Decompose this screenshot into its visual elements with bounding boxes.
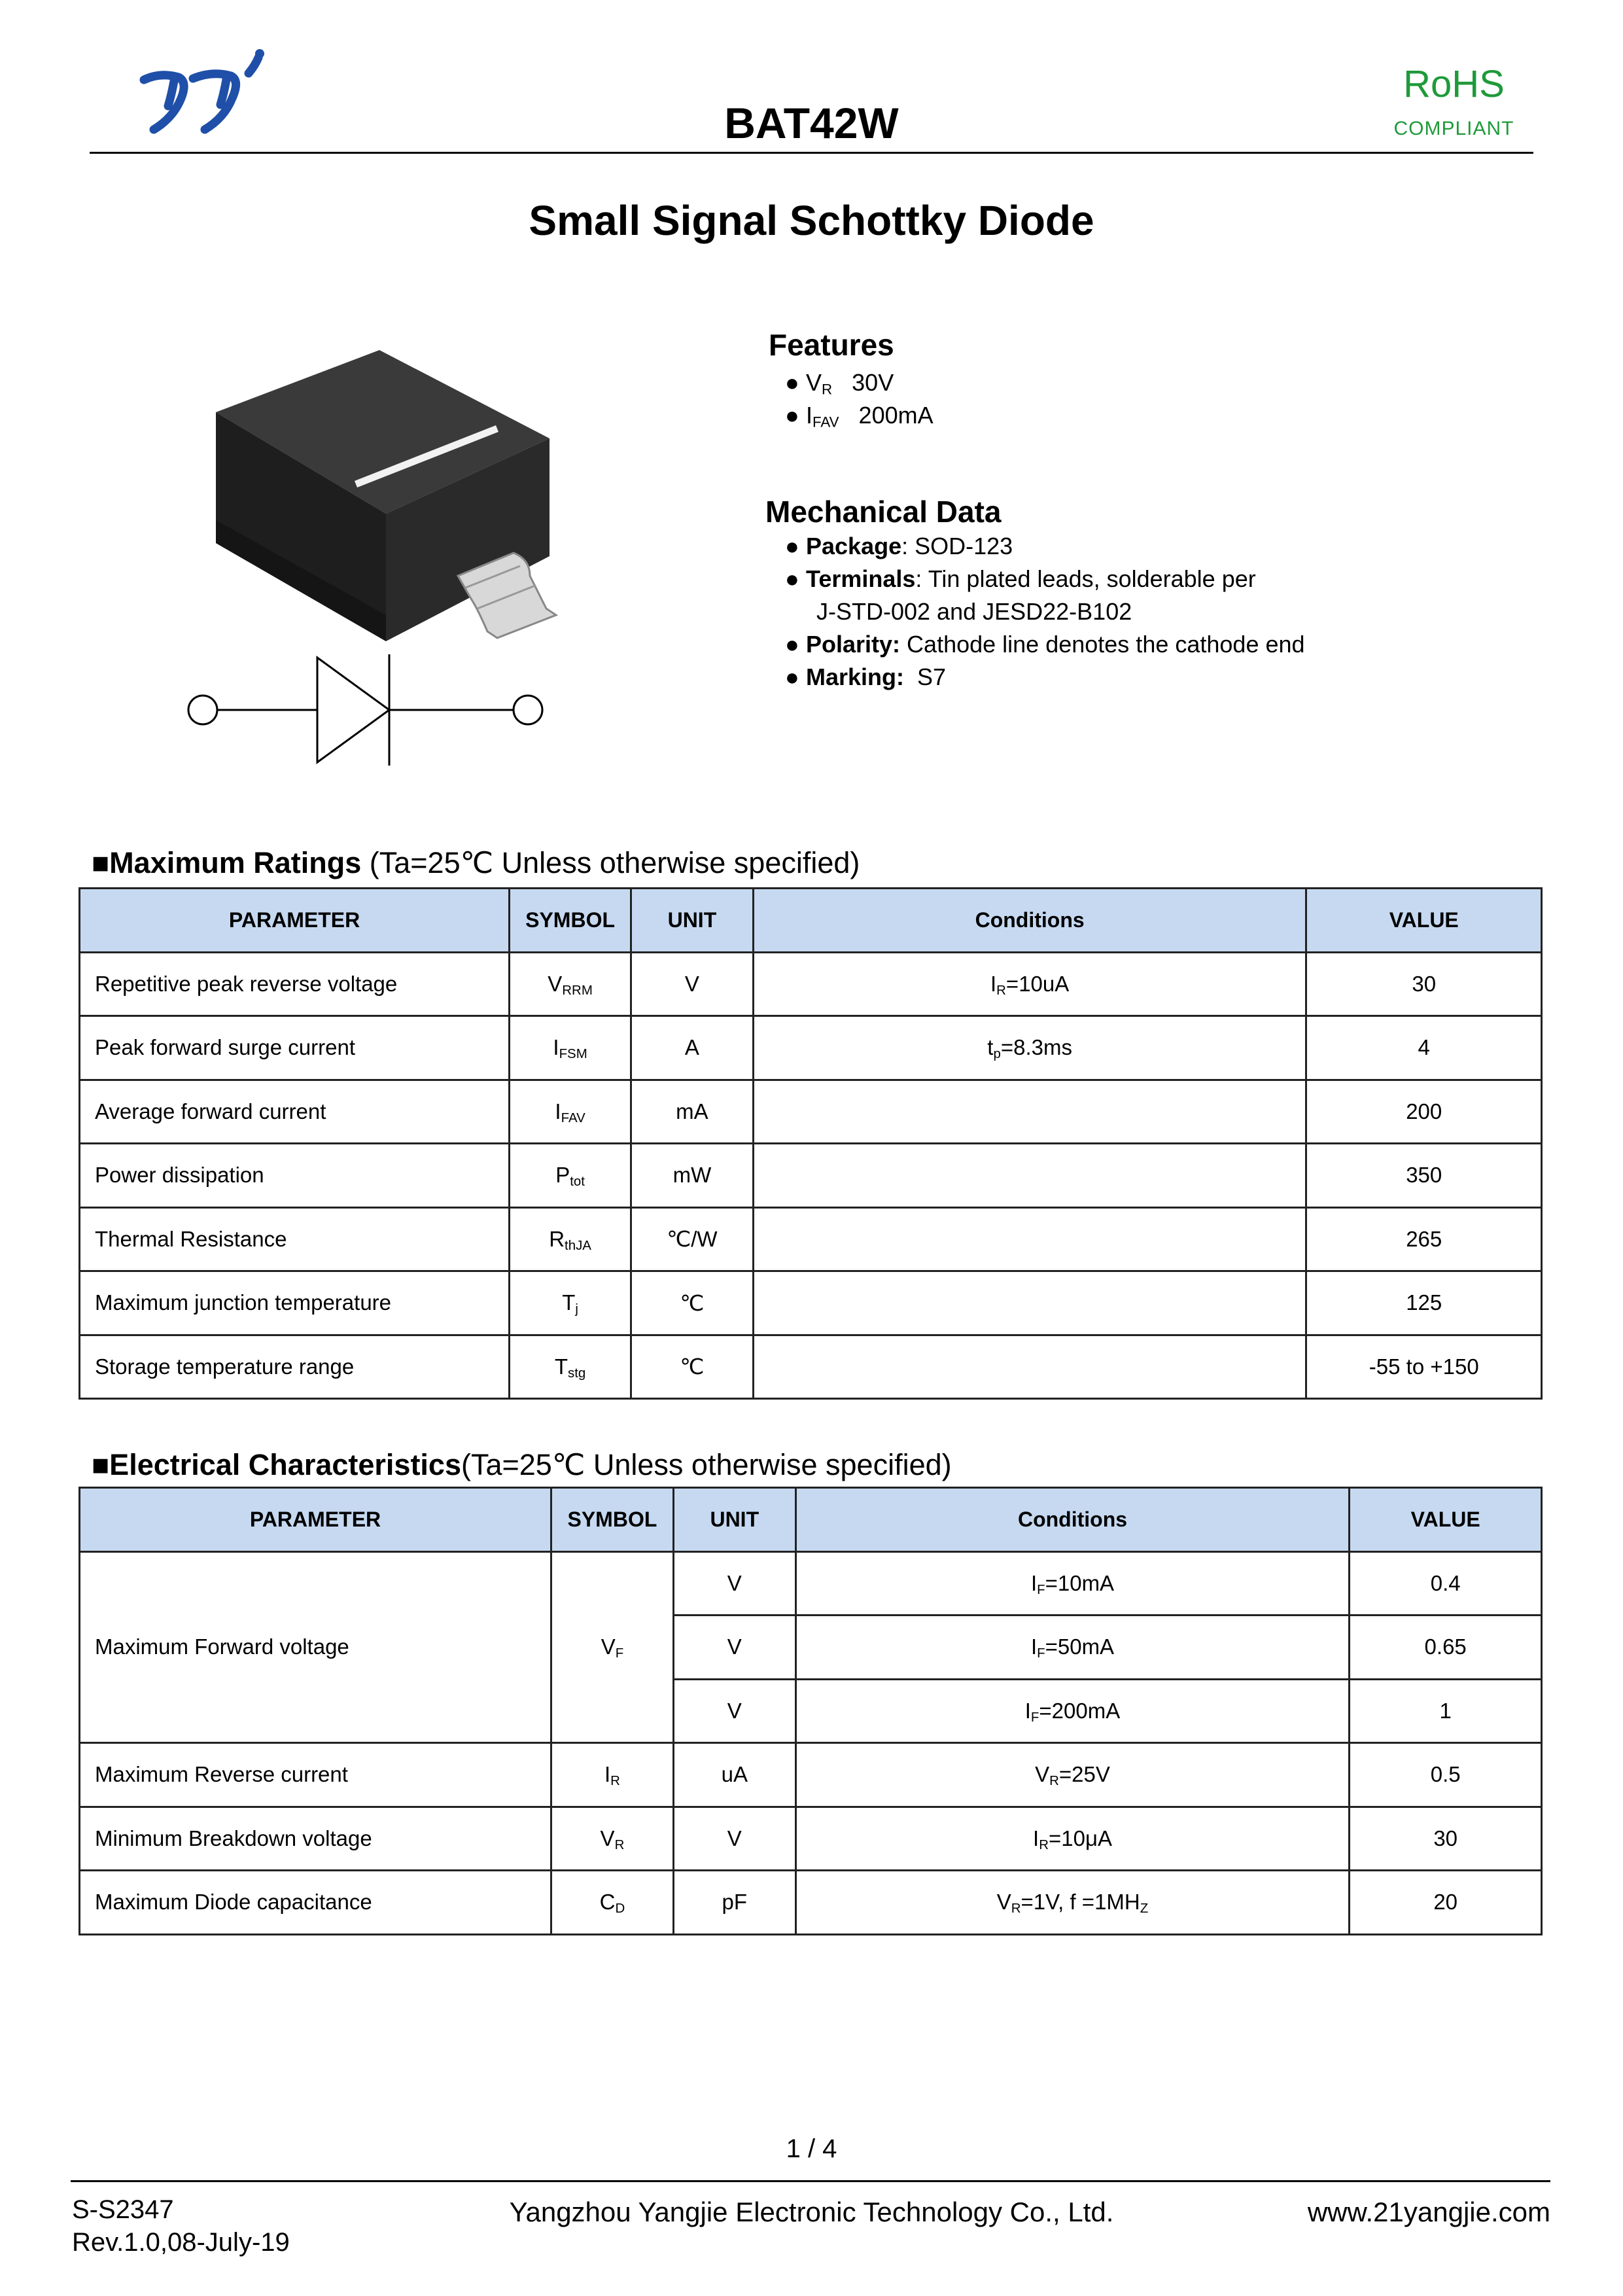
row-parameter: Minimum Breakdown voltage [80, 1807, 551, 1871]
table-row [80, 952, 1542, 1016]
row-unit: ℃ [631, 1271, 754, 1335]
row-value: 30 [1350, 1807, 1542, 1871]
rohs-label: RoHS [1403, 63, 1505, 105]
package-illustration [183, 340, 602, 680]
table-row [80, 1207, 1542, 1271]
row-parameter: Repetitive peak reverse voltage [80, 952, 510, 1016]
row-parameter: Peak forward surge current [80, 1016, 510, 1080]
row-unit: V [673, 1551, 795, 1616]
row-symbol: $I_{FSM}$ [510, 1016, 631, 1080]
row-symbol: $V_F$ [551, 1551, 673, 1743]
header-conditions: Conditions [753, 889, 1306, 953]
row-symbol: $T_{stg}$ [510, 1335, 631, 1399]
website-link[interactable]: www.21yangjie.com [1307, 2197, 1550, 2227]
mech-polarity: ● Polarity: Cathode line denotes the cathode end [785, 631, 1305, 658]
table-row [80, 1551, 1542, 1616]
row-conditions: $I_R=10uA$ [753, 952, 1306, 1016]
table-row [80, 1807, 1542, 1871]
row-value: 30 [1306, 952, 1542, 1016]
row-conditions: $I_F=50mA$ [795, 1616, 1350, 1680]
mechanical-data-list [785, 530, 1305, 694]
maximum-ratings-table [79, 887, 1543, 1400]
table-header-row [80, 1488, 1542, 1552]
header-symbol: SYMBOL [510, 889, 631, 953]
header-value: VALUE [1306, 889, 1542, 953]
table-row [80, 1016, 1542, 1080]
row-value: 350 [1306, 1144, 1542, 1208]
row-symbol: $R_{thJA}$ [510, 1207, 631, 1271]
row-value: 0.4 [1350, 1551, 1542, 1616]
row-unit: V [673, 1807, 795, 1871]
row-value: 0.65 [1350, 1616, 1542, 1680]
mech-marking: ● Marking: S7 [785, 663, 947, 690]
row-unit: A [631, 1016, 754, 1080]
row-value: 20 [1350, 1871, 1542, 1935]
row-value: 4 [1306, 1016, 1542, 1080]
table-row [80, 1271, 1542, 1335]
mech-terminals: ● Terminals: Tin plated leads, solderable per [785, 565, 1256, 592]
feature-ifav: ● $I_{FAV}$ 200mA [785, 402, 934, 431]
header-parameter: PARAMETER [80, 1488, 551, 1552]
header-parameter: PARAMETER [80, 889, 510, 953]
row-unit: uA [673, 1743, 795, 1807]
table-row [80, 1743, 1542, 1807]
header-divider [90, 152, 1533, 154]
row-conditions: $I_F=10mA$ [795, 1551, 1350, 1616]
header-conditions: Conditions [795, 1488, 1350, 1552]
row-unit: pF [673, 1871, 795, 1935]
row-parameter: Maximum Diode capacitance [80, 1871, 551, 1935]
row-unit: V [631, 952, 754, 1016]
table-row [80, 1871, 1542, 1935]
header-symbol: SYMBOL [551, 1488, 673, 1552]
mechanical-data-heading: Mechanical Data [765, 495, 1002, 529]
row-conditions [753, 1271, 1306, 1335]
row-conditions [753, 1080, 1306, 1144]
feature-vr: ● $V_R$ 30V [785, 369, 894, 398]
row-conditions [753, 1207, 1306, 1271]
row-symbol: $T_j$ [510, 1271, 631, 1335]
mech-package: ● Package: SOD-123 [785, 533, 1013, 559]
row-value: 1 [1350, 1679, 1542, 1743]
company-name: Yangzhou Yangjie Electronic Technology Co., Ltd. [509, 2197, 1114, 2227]
header-unit: UNIT [631, 889, 754, 953]
header-value: VALUE [1350, 1488, 1542, 1552]
row-unit: V [673, 1679, 795, 1743]
row-parameter: Maximum Reverse current [80, 1743, 551, 1807]
header-unit: UNIT [673, 1488, 795, 1552]
row-conditions: $V_R=25V$ [795, 1743, 1350, 1807]
row-parameter: Average forward current [80, 1080, 510, 1144]
row-value: 0.5 [1350, 1743, 1542, 1807]
row-parameter: Power dissipation [80, 1144, 510, 1208]
table-row [80, 1080, 1542, 1144]
row-conditions: $t_p=8.3ms$ [753, 1016, 1306, 1080]
mech-terminals-cont: J-STD-002 and JESD22-B102 [816, 598, 1132, 625]
document-title: Small Signal Schottky Diode [529, 197, 1094, 244]
row-unit: mW [631, 1144, 754, 1208]
row-conditions [753, 1144, 1306, 1208]
diode-schematic-symbol [180, 648, 559, 772]
row-symbol: $P_{tot}$ [510, 1144, 631, 1208]
row-unit: ℃/W [631, 1207, 754, 1271]
row-symbol: $I_{FAV}$ [510, 1080, 631, 1144]
row-symbol: $I_R$ [551, 1743, 673, 1807]
row-conditions [753, 1335, 1306, 1399]
table-row [80, 1144, 1542, 1208]
row-conditions: $I_F=200mA$ [795, 1679, 1350, 1743]
row-value: 125 [1306, 1271, 1542, 1335]
row-parameter: Maximum junction temperature [80, 1271, 510, 1335]
row-conditions: $V_R=1V$, $f =1MH_Z$ [795, 1871, 1350, 1935]
footer-divider [71, 2180, 1550, 2182]
revision: Rev.1.0,08-July-19 [72, 2228, 290, 2257]
part-number: BAT42W [724, 99, 899, 147]
row-parameter: Maximum Forward voltage [80, 1551, 551, 1743]
electrical-characteristics-title: ■Electrical Characteristics(Ta=25℃ Unless otherwise specified) [92, 1448, 952, 1481]
row-unit: mA [631, 1080, 754, 1144]
features-list [785, 366, 934, 432]
row-value: 265 [1306, 1207, 1542, 1271]
row-unit: V [673, 1616, 795, 1680]
row-symbol: $V_R$ [551, 1807, 673, 1871]
row-symbol: $C_D$ [551, 1871, 673, 1935]
row-value: 200 [1306, 1080, 1542, 1144]
row-value: -55 to +150 [1306, 1335, 1542, 1399]
document-id: S-S2347 [72, 2195, 174, 2224]
row-symbol: $V_{RRM}$ [510, 952, 631, 1016]
page-number: 1 / 4 [786, 2134, 837, 2163]
electrical-characteristics-table [79, 1487, 1543, 1935]
maximum-ratings-title: ■Maximum Ratings (Ta=25℃ Unless otherwise specified) [92, 846, 860, 879]
table-header-row [80, 889, 1542, 953]
features-heading: Features [769, 328, 894, 362]
rohs-compliant-label: COMPLIANT [1393, 118, 1514, 139]
row-parameter: Thermal Resistance [80, 1207, 510, 1271]
row-conditions: $I_R=10\mu A$ [795, 1807, 1350, 1871]
row-unit: ℃ [631, 1335, 754, 1399]
table-row [80, 1335, 1542, 1399]
row-parameter: Storage temperature range [80, 1335, 510, 1399]
